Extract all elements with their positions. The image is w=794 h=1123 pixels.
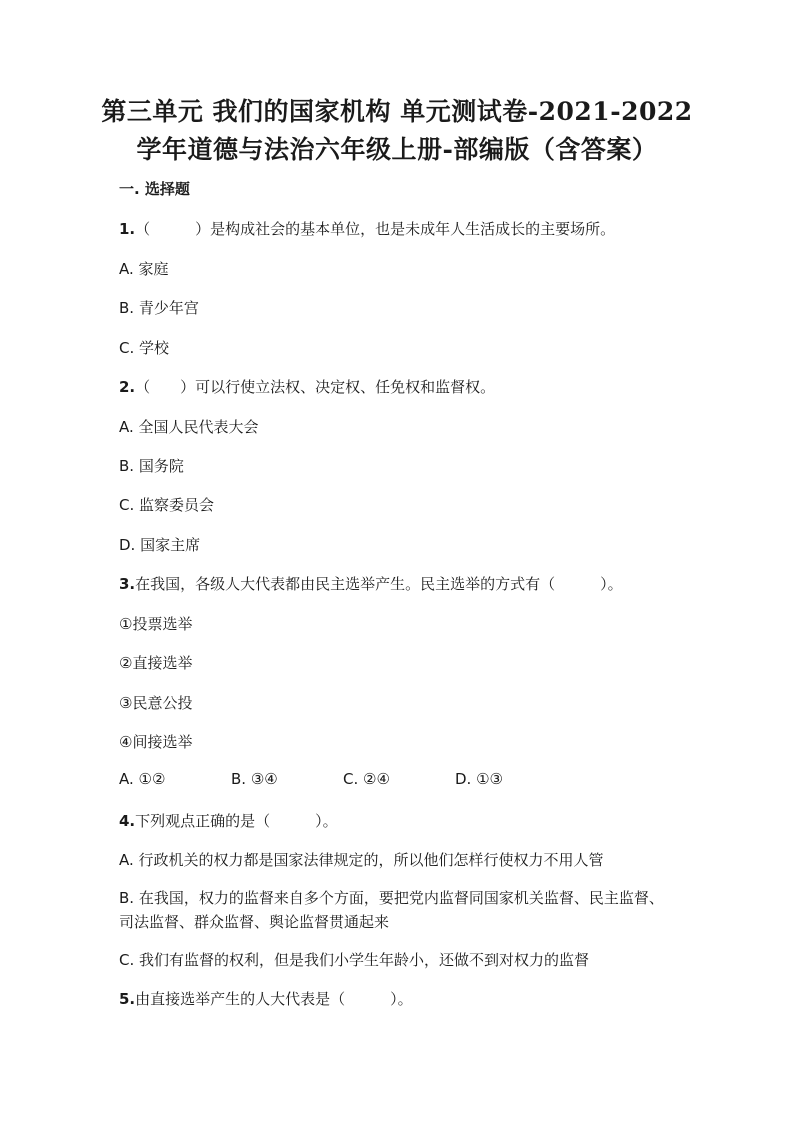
q2-option-d: D. 国家主席	[119, 536, 201, 554]
q3-item-1: ①投票选举	[119, 615, 193, 633]
q3-options-row	[119, 770, 679, 790]
q3-option-d: D. ①③	[455, 770, 503, 788]
document-title-line-1: 第三单元 我们的国家机构 单元测试卷-2021-2022	[101, 97, 693, 126]
q2-option-b: B. 国务院	[119, 457, 184, 475]
question-number: 3.	[119, 575, 136, 593]
question-number: 1.	[119, 220, 136, 238]
q4-option-c: C. 我们有监督的权利，但是我们小学生年龄小，还做不到对权力的监督	[119, 951, 590, 969]
q1-option-c: C. 学校	[119, 339, 170, 357]
question-number: 5.	[119, 990, 136, 1008]
question-2	[119, 376, 495, 397]
q1-option-a: A. 家庭	[119, 260, 169, 278]
q3-option-a: A. ①②	[119, 770, 166, 788]
section-heading: 一. 选择题	[119, 180, 190, 198]
q2-option-a: A. 全国人民代表大会	[119, 418, 259, 436]
question-stem: 由直接选举产生的人大代表是（ ）。	[135, 990, 413, 1008]
q1-option-b: B. 青少年宫	[119, 299, 199, 317]
q3-item-4: ④间接选举	[119, 733, 193, 751]
question-1	[119, 218, 615, 239]
q3-item-2: ②直接选举	[119, 654, 193, 672]
question-4	[119, 810, 338, 831]
question-stem: 在我国，各级人大代表都由民主选举产生。民主选举的方式有（ ）。	[135, 575, 623, 593]
question-number: 4.	[119, 812, 136, 830]
q3-option-b: B. ③④	[231, 770, 278, 788]
q3-option-c: C. ②④	[343, 770, 390, 788]
q3-item-3: ③民意公投	[119, 694, 193, 712]
document-title-line-2: 学年道德与法治六年级上册-部编版（含答案）	[136, 135, 658, 164]
q4-option-b: B. 在我国，权力的监督来自多个方面，要把党内监督同国家机关监督、民主监督、司法监督、群众监督、舆论监督贯通起来	[119, 889, 664, 931]
question-5	[119, 988, 413, 1009]
question-stem: （ ）可以行使立法权、决定权、任免权和监督权。	[135, 378, 496, 396]
question-3	[119, 573, 623, 594]
q4-option-a: A. 行政机关的权力都是国家法律规定的，所以他们怎样行使权力不用人管	[119, 851, 604, 869]
q2-option-c: C. 监察委员会	[119, 496, 215, 514]
question-stem: 下列观点正确的是（ ）。	[135, 812, 338, 830]
question-number: 2.	[119, 378, 136, 396]
question-stem: （ ）是构成社会的基本单位，也是未成年人生活成长的主要场所。	[135, 220, 616, 238]
